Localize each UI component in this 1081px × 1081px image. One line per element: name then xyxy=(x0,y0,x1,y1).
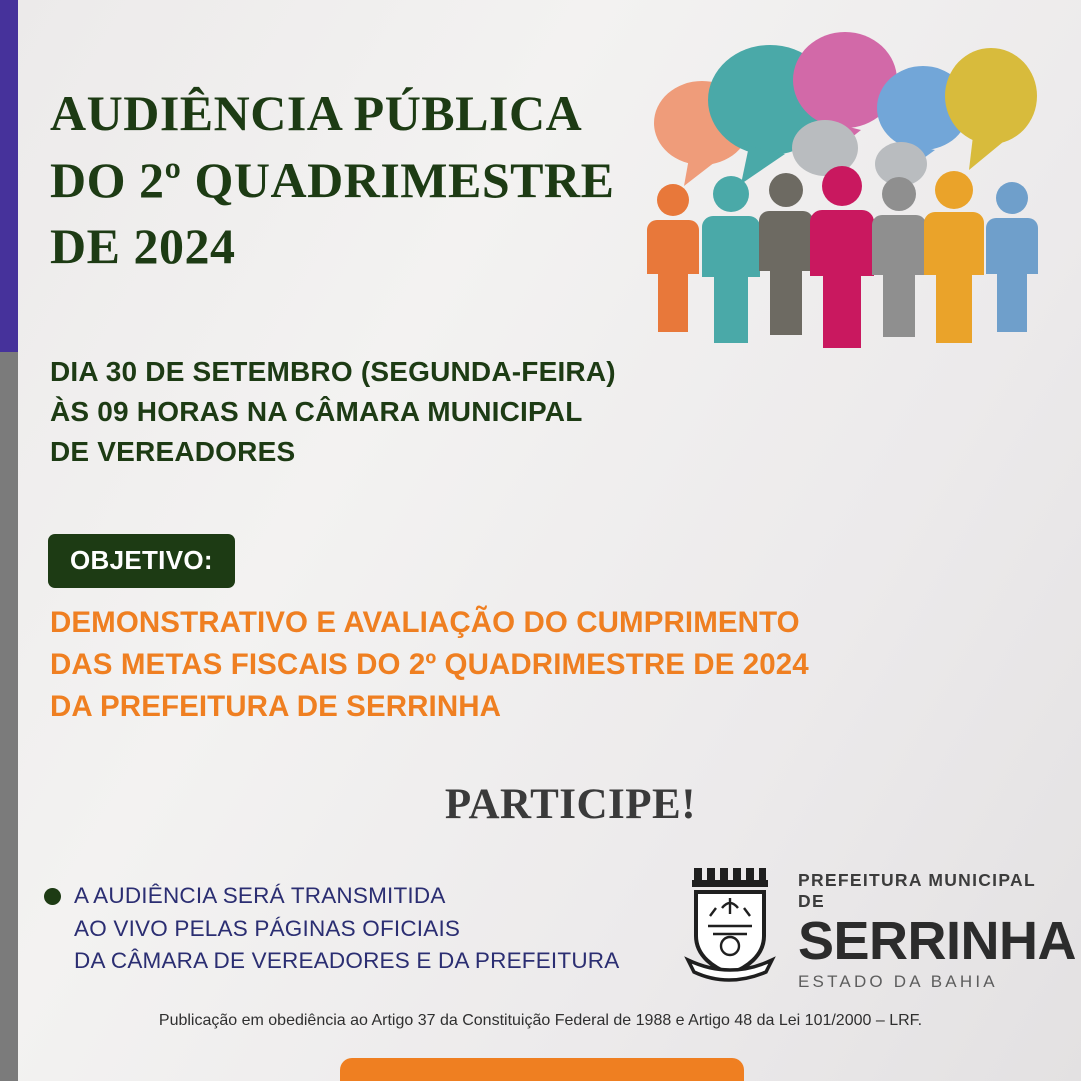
note-line-3: DA CÂMARA DE VEREADORES E DA PREFEITURA xyxy=(74,948,620,974)
left-accent-bar-gray xyxy=(0,352,18,1081)
objective-line-1: DEMONSTRATIVO E AVALIAÇÃO DO CUMPRIMENTO xyxy=(50,606,800,639)
date-line-3: DE VEREADORES xyxy=(50,435,296,467)
objective-text xyxy=(50,602,1040,729)
objective-line-2: DAS METAS FISCAIS DO 2º QUADRIMESTRE DE 2024 xyxy=(50,648,809,682)
title-line-2: DO 2º QUADRIMESTRE xyxy=(50,151,615,208)
coat-of-arms-icon xyxy=(680,864,780,982)
objective-line-3: DA PREFEITURA DE SERRINHA xyxy=(50,690,502,724)
note-line-1: A AUDIÊNCIA SERÁ TRANSMITIDA xyxy=(74,883,446,908)
date-line-2: ÀS 09 HORAS NA CÂMARA MUNICIPAL xyxy=(50,395,583,427)
objective-badge: OBJETIVO: xyxy=(48,534,235,588)
title-line-1: AUDIÊNCIA PÚBLICA xyxy=(50,85,583,141)
legal-notice: Publicação em obediência ao Artigo 37 da Constituição Federal de 1988 e Artigo 48 da Lei 101/2000 – LRF. xyxy=(158,1012,923,1029)
city-hall-brand xyxy=(680,862,1077,992)
page-title xyxy=(50,80,690,280)
bullet-point-icon xyxy=(44,888,61,905)
people-speech-bubbles-illustration xyxy=(629,18,1059,348)
broadcast-note xyxy=(44,880,684,978)
date-line-1: DIA 30 DE SETEMBRO (SEGUNDA-FEIRA) xyxy=(50,356,616,387)
brand-top-label: PREFEITURA MUNICIPAL DE xyxy=(798,870,1036,911)
brand-state-label: ESTADO DA BAHIA xyxy=(798,972,998,992)
title-line-3: DE 2024 xyxy=(50,218,236,274)
call-to-action: PARTICIPE! xyxy=(444,781,697,828)
left-accent-bar-purple xyxy=(0,0,18,352)
event-date-block xyxy=(50,352,750,471)
bottom-accent-bar xyxy=(340,1058,744,1081)
note-line-2: AO VIVO PELAS PÁGINAS OFICIAIS xyxy=(74,915,461,941)
brand-city-name: SERRINHA xyxy=(798,911,1077,971)
